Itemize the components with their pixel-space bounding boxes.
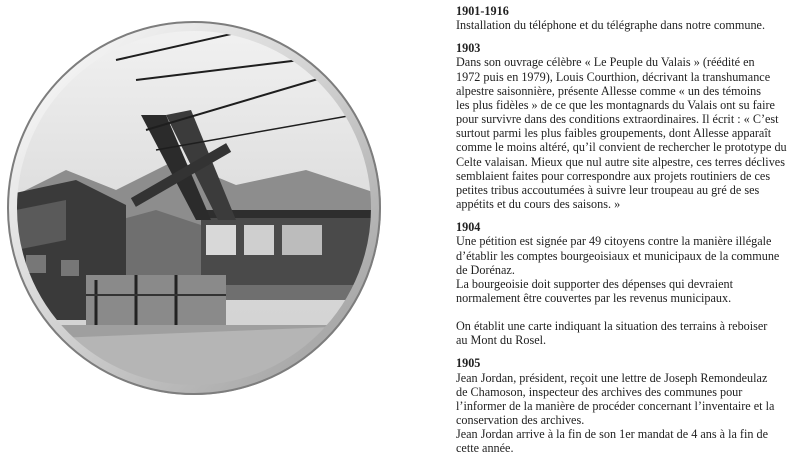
entry-line: pour survivre dans des conditions extraordinaires. Il écrit : « C’est xyxy=(456,112,779,127)
entry-year: 1903 xyxy=(456,41,481,56)
entry-line: 1972 puis en 1979), Louis Courthion, décrivant la transhumance xyxy=(456,69,771,84)
entry-line: petites tribus accoutumées à suivre leur troupeau au gré de ses xyxy=(456,182,760,197)
entry-line: Jean Jordan, président, reçoit une lettre de Joseph Remondeulaz xyxy=(456,370,768,385)
entry-year: 1904 xyxy=(456,220,481,235)
entry-line: Jean Jordan arrive à la fin de son 1er mandat de 4 ans à la fin de xyxy=(456,427,769,442)
entry-1903 xyxy=(456,41,794,211)
entry-line: Une pétition est signée par 49 citoyens contre la manière illégale xyxy=(456,234,772,249)
entry-1905 xyxy=(456,356,794,455)
entry-year: 1901-1916 xyxy=(456,4,509,18)
entry-line: de Chamoson, inspecteur des archives des communes pour xyxy=(456,384,743,399)
entry-line: normalement être couvertes par les revenus municipaux. xyxy=(456,290,732,305)
entry-line: comme le moins altéré, qu’il convient de rechercher le prototype du xyxy=(456,140,787,155)
entry-line: Dans son ouvrage célèbre « Le Peuple du Valais » (réédité en xyxy=(456,55,755,70)
entry-line: d’établir les comptes bourgeoisiaux et municipaux de la commune xyxy=(456,248,780,263)
historic-photo-circle xyxy=(6,20,382,396)
entry-line: de Dorénaz. xyxy=(456,262,515,277)
entry-line: conservation des archives. xyxy=(456,413,585,428)
entry-line: Celte valaisan. Mieux que nul autre site alpestre, ces terres déclives xyxy=(456,154,785,169)
entry-year: 1905 xyxy=(456,356,481,371)
entry-line: surtout parmi les plus faibles groupements, dont Allesse apparaît xyxy=(456,126,772,141)
entry-1901-1916 xyxy=(456,4,794,32)
entry-line: Installation du téléphone et du télégraphe dans notre commune. xyxy=(456,18,765,33)
entry-line: appétits et du cours des saisons. » xyxy=(456,197,621,212)
chronology-text xyxy=(456,4,794,465)
entry-line: cette année. xyxy=(456,441,514,456)
entry-line: La bourgeoisie doit supporter des dépenses qui devraient xyxy=(456,276,733,291)
entry-line: au Mont du Rosel. xyxy=(456,333,547,348)
entry-line: les plus fidèles » de ce que les montagnards du Valais ont su faire xyxy=(456,97,775,112)
entry-1904 xyxy=(456,220,794,347)
entry-line: On établit une carte indiquant la situation des terrains à reboiser xyxy=(456,319,768,334)
entry-line: semblaient faites pour correspondre aux projets routiniers de ces xyxy=(456,168,771,183)
paragraph-gap xyxy=(456,305,794,319)
entry-line: l’informer de la manière de procéder concernant l’inventaire et la xyxy=(456,398,775,413)
entry-line: alpestre saisonnière, présente Allesse comme « un des témoins xyxy=(456,83,761,98)
